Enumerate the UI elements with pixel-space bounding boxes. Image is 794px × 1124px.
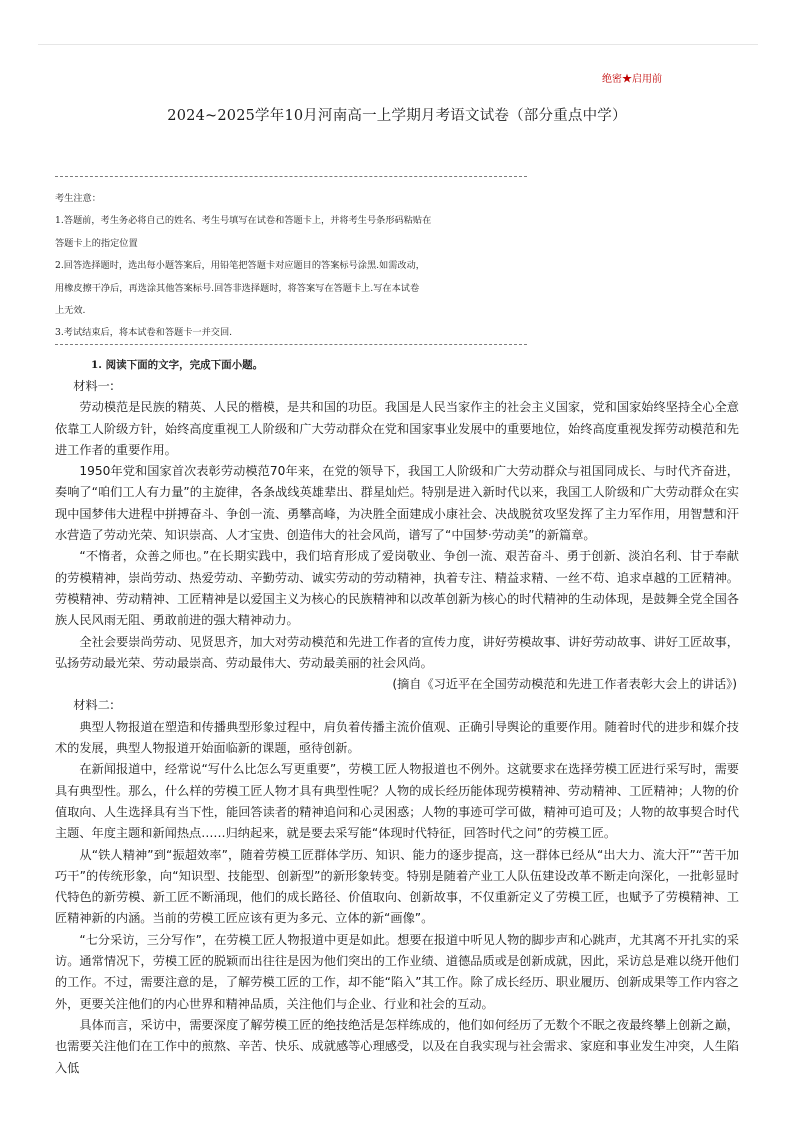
header-divider bbox=[38, 44, 758, 45]
notice-bottom-divider bbox=[55, 344, 527, 345]
material-2-label: 材料二: bbox=[73, 698, 114, 713]
material-paragraph: “不惰者，众善之师也。”在长期实践中，我们培育形成了爱岗敬业、争创一流、艰苦奋斗、勇于创新、淡泊名利、甘于奉献的劳模精神，崇尚劳动、热爱劳动、辛勤劳动、诚实劳动的劳动精神，执着专注、精益求精、一丝不苟、追求卓越的工匠精神。劳模精神、劳动精神、工匠精神是以爱国主义为核心的民族精神和以改革创新为核心的时代精神的生动体现，是鼓舞全党全国各族人民风雨无阻、勇敢前进的强大精神动力。 bbox=[55, 549, 739, 628]
candidate-notice bbox=[55, 188, 515, 345]
notice-line: 3.考试结束后，将本试卷和答题卡一并交回. bbox=[55, 327, 233, 339]
notice-line: 1.答题前，考生务必将自己的姓名、考生号填写在试卷和答题卡上，并将考生号条形码粘贴在 bbox=[55, 215, 432, 227]
material-1-label: 材料一: bbox=[73, 379, 114, 393]
material-1-source: (摘自《习近平在全国劳动模范和先进工作者表彰大会上的讲话》) bbox=[392, 677, 737, 692]
material-paragraph: 劳动模范是民族的精英、人民的楷模，是共和国的功臣。我国是人民当家作主的社会主义国家，党和国家始终坚持全心全意依靠工人阶级方针，始终高度重视工人阶级和广大劳动群众在党和国家事业发展中的重要地位，始终高度重视发挥劳动模范和先进工作者的重要作用。 bbox=[55, 400, 739, 457]
secret-mark: 绝密★启用前 bbox=[602, 74, 662, 85]
reading-material bbox=[55, 376, 739, 1079]
material-paragraph: 具体而言，采访中，需要深度了解劳模工匠的绝技绝活是怎样练成的，他们如何经历了无数个不眠之夜最终攀上创新之巅，也需要关注他们在工作中的煎熬、辛苦、快乐、成就感等心理感受，以及在自我实现与社会需求、家庭和事业发生冲突，人生陷入低 bbox=[55, 1017, 739, 1075]
notice-heading: 考生注意： bbox=[55, 193, 101, 204]
material-paragraph: 典型人物报道在塑造和传播典型形象过程中，肩负着传播主流价值观、正确引导舆论的重要作用。随着时代的进步和媒介技术的发展，典型人物报道开始面临新的课题，亟待创新。 bbox=[55, 719, 739, 756]
notice-line: 用橡皮擦干净后，再选涂其他答案标号.回答非选择题时，将答案写在答题卡上.写在本试卷 bbox=[55, 282, 420, 294]
notice-line: 2.回答选择题时，选出每小题答案后，用铅笔把答题卡对应题目的答案标号涂黑.如需改动， bbox=[55, 260, 425, 272]
question-heading: 1. 阅读下面的文字，完成下面小题。 bbox=[91, 359, 264, 371]
material-paragraph: 1950年党和国家首次表彰劳动模范70年来，在党的领导下，我国工人阶级和广大劳动群众与祖国同成长、与时代齐奋进，奏响了“咱们工人有力量”的主旋律，各条战线英雄辈出、群星灿烂。特别是进入新时代以来，我国工人阶级和广大劳动群众在实现中国梦伟大进程中拼搏奋斗、争创一流、勇攀高峰，为决胜全面建成小康社会、决战脱贫攻坚发挥了主力军作用，用智慧和汗水营造了劳动光荣、知识崇高、人才宝贵、创造伟大的社会风尚，谱写了“中国梦·劳动美”的新篇章。 bbox=[55, 464, 739, 543]
notice-line: 上无效. bbox=[55, 305, 86, 317]
material-paragraph: 全社会要崇尚劳动、见贤思齐，加大对劳动模范和先进工作者的宣传力度，讲好劳模故事、讲好劳动故事、讲好工匠故事，弘扬劳动最光荣、劳动最崇高、劳动最伟大、劳动最美丽的社会风尚。 bbox=[55, 634, 739, 670]
material-paragraph: “七分采访，三分写作”，在劳模工匠人物报道中更是如此。想要在报道中听见人物的脚步声和心跳声，尤其离不开扎实的采访。通常情况下，劳模工匠的脱颖而出往往是因为他们突出的工作业绩、道德品质或是创新成就，因此，采访总是难以绕开他们的工作。不过，需要注意的是，了解劳模工匠的工作，却不能“陷入”其工作。除了成长经历、职业履历、创新成果等工作内容之外，更要关注他们的内心世界和精神品质，关注他们与企业、行业和社会的互动。 bbox=[55, 932, 739, 1011]
notice-top-divider bbox=[55, 176, 527, 177]
notice-line: 答题卡上的指定位置 bbox=[55, 237, 138, 249]
material-paragraph: 在新闻报道中，经常说“写什么比怎么写更重要”，劳模工匠人物报道也不例外。这就要求在选择劳模工匠进行采写时，需要具有典型性。那么，什么样的劳模工匠人物才具有典型性呢？人物的成长经历能体现劳模精神、劳动精神、工匠精神；人物的价值取向、人生选择具有当下性，能回答读者的精神追问和心灵困惑；人物的事迹可学可做，精神可追可及；人物的故事契合时代主题、年度主题和新闻热点……归纳起来，就是要去采写能“体现时代特征，回答时代之问”的劳模工匠。 bbox=[55, 762, 739, 841]
exam-title: 2024~2025学年10月河南高一上学期月考语文试卷（部分重点中学） bbox=[167, 108, 627, 124]
material-paragraph: 从“铁人精神”到“振超效率”，随着劳模工匠群体学历、知识、能力的逐步提高，这一群体已经从“出大力、流大汗”“苦干加巧干”的传统形象，向“知识型、技能型、创新型”的新形象转变。特别是随着产业工人队伍建设改革不断走向深化，一批彰显时代特色的新劳模、新工匠不断涌现，他们的成长路径、价值取向、创新故事，不仅重新定义了劳模工匠，也赋予了劳模精神、工匠精神新的内涵。当前的劳模工匠应该有更为多元、立体的新“画像”。 bbox=[55, 847, 739, 926]
